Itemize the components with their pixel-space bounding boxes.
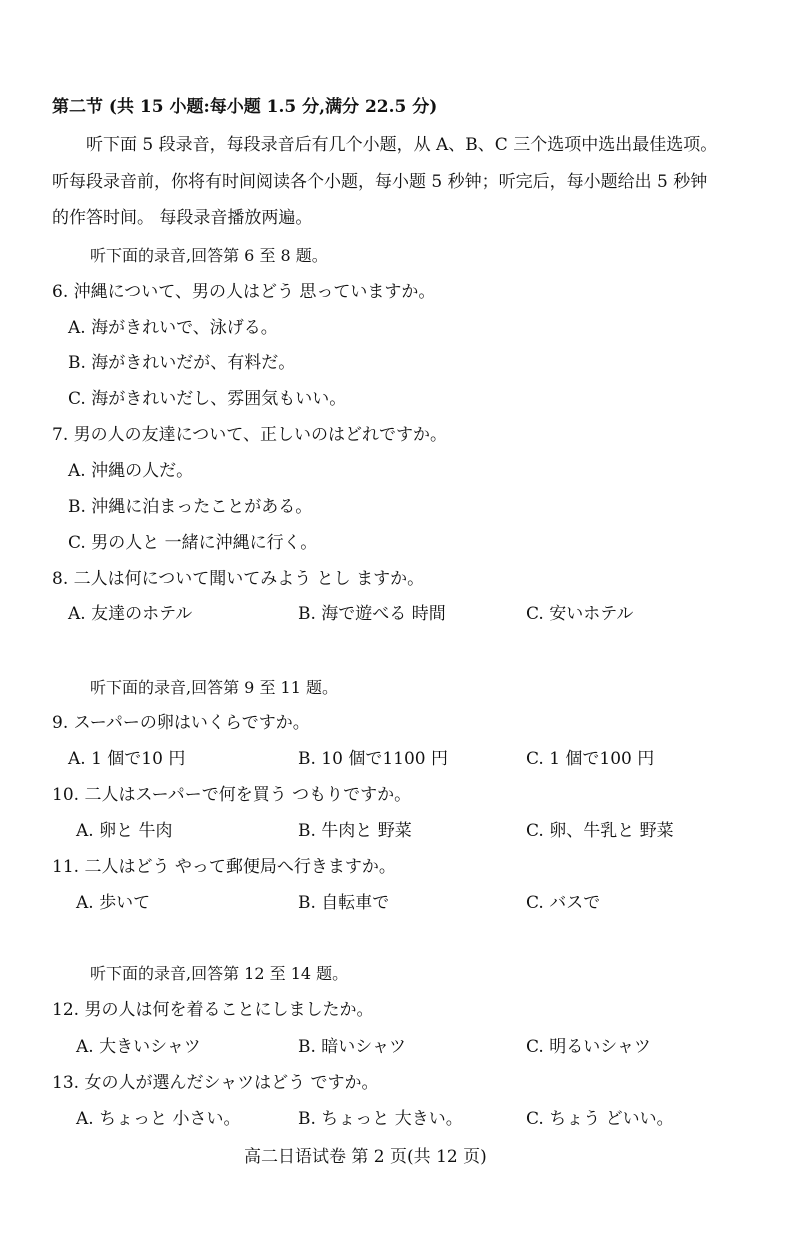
question-stem: 13. 女の人が選んだシャツはどう ですか。 — [52, 1073, 379, 1093]
question-stem: 6. 沖縄について、男の人はどう 思っていますか。 — [52, 282, 436, 302]
group-prompt: 听下面的录音,回答第 12 至 14 题。 — [90, 964, 349, 983]
option-b: B. 海がきれいだが、有料だ。 — [68, 353, 296, 373]
option-c: C. 海がきれいだし、雰囲気もいい。 — [68, 389, 347, 409]
option-b: B. ちょっと 大きい。 — [298, 1109, 463, 1129]
page-footer: 高二日语试卷 第 2 页(共 12 页) — [244, 1147, 487, 1167]
option-a: A. 友達のホテル — [68, 604, 193, 624]
option-c: C. 1 個で100 円 — [526, 749, 655, 769]
option-b: B. 10 個で1100 円 — [298, 749, 449, 769]
section-header: 第二节 (共 15 小题:每小题 1.5 分,满分 22.5 分) — [52, 97, 438, 117]
option-b: B. 沖縄に泊まったことがある。 — [68, 497, 313, 517]
option-c: C. ちょう どいい。 — [526, 1109, 674, 1129]
option-a: A. ちょっと 小さい。 — [76, 1109, 241, 1129]
question-stem: 9. スーパーの卵はいくらですか。 — [52, 713, 310, 733]
question-stem: 11. 二人はどう やって郵便局へ行きますか。 — [52, 857, 396, 877]
option-b: B. 暗いシャツ — [298, 1037, 406, 1057]
option-a: A. 卵と 牛肉 — [76, 821, 173, 841]
option-c: C. バスで — [526, 893, 601, 913]
instruction-line-2: 听每段录音前，你将有时间阅读各个小题，每小题 5 秒钟；听完后，每小题给出 5 秒钟 — [52, 172, 708, 192]
option-a: A. 沖縄の人だ。 — [68, 461, 194, 481]
question-stem: 8. 二人は何について聞いてみよう とし ますか。 — [52, 569, 425, 589]
group-prompt: 听下面的录音,回答第 6 至 8 题。 — [90, 246, 328, 265]
option-c: C. 男の人と 一緒に沖縄に行く。 — [68, 533, 318, 553]
question-stem: 12. 男の人は何を着ることにしましたか。 — [52, 1000, 374, 1020]
option-a: A. 大きいシャツ — [76, 1037, 201, 1057]
option-b: B. 海で遊べる 時間 — [298, 604, 446, 624]
option-b: B. 牛肉と 野菜 — [298, 821, 412, 841]
group-prompt: 听下面的录音,回答第 9 至 11 题。 — [90, 678, 338, 697]
option-c: C. 安いホテル — [526, 604, 634, 624]
option-a: A. 1 個で10 円 — [68, 749, 186, 769]
instruction-line-3: 的作答时间。 每段录音播放两遍。 — [52, 208, 313, 228]
option-c: C. 明るいシャツ — [526, 1037, 651, 1057]
option-a: A. 海がきれいで、泳げる。 — [68, 318, 278, 338]
question-stem: 7. 男の人の友達について、正しいのはどれですか。 — [52, 425, 447, 445]
option-b: B. 自転車で — [298, 893, 390, 913]
instruction-line-1: 听下面 5 段录音，每段录音后有几个小题，从 A、B、C 三个选项中选出最佳选项。 — [86, 135, 718, 155]
question-stem: 10. 二人はスーパーで何を買う つもりですか。 — [52, 785, 412, 805]
option-c: C. 卵、牛乳と 野菜 — [526, 821, 674, 841]
option-a: A. 歩いて — [76, 893, 151, 913]
